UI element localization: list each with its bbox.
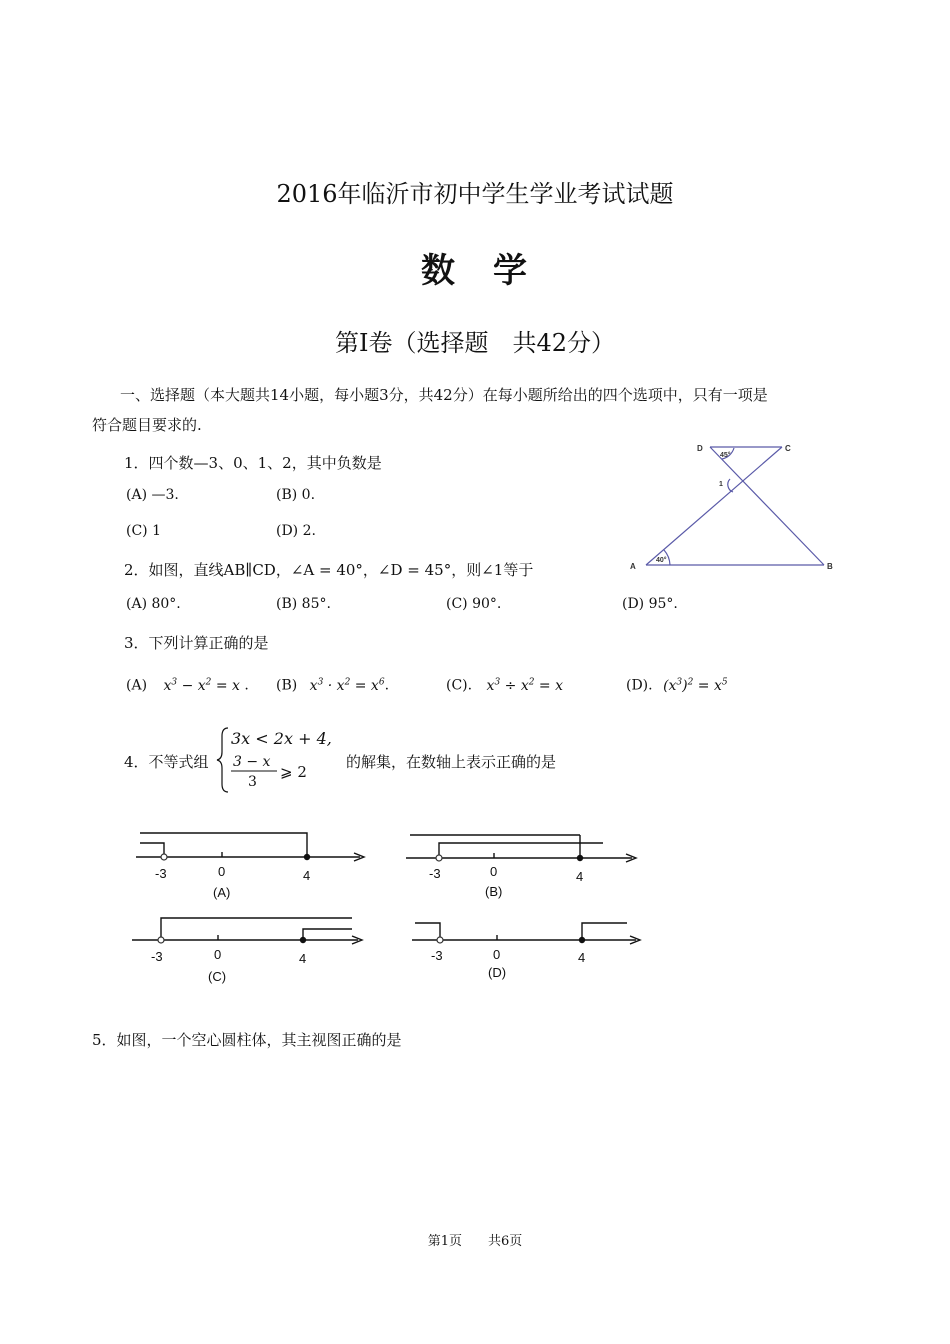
numberline-a (136, 833, 364, 861)
q2-option-c: (C) 90°. (446, 596, 502, 612)
tick-a-pos: 4 (303, 868, 311, 883)
q4-frac-numerator: 3 − x (233, 754, 271, 770)
tick-a-zero: 0 (218, 864, 226, 879)
section-intro-line1: 一、选择题（本大题共14小题，每小题3分，共42分）在每小题所给出的四个选项中，只有一项是 (120, 386, 768, 404)
q1-option-c: (C) 1 (126, 523, 161, 539)
tick-c-pos: 4 (299, 951, 307, 966)
open-dot-a (161, 854, 167, 860)
tick-d-pos: 4 (578, 950, 586, 965)
q2-stem: 2．如图，直线AB∥CD，∠A = 40°，∠D = 45°，则∠1等于 (124, 561, 534, 579)
page-footer: 第1页 共6页 (427, 1234, 523, 1249)
tick-b-neg: -3 (429, 866, 441, 881)
volume-title: 第Ⅰ卷（选择题 共42分） (334, 329, 616, 357)
q1-option-b: (B) 0. (276, 487, 316, 503)
q5-stem: 5．如图，一个空心圆柱体，其主视图正确的是 (92, 1031, 402, 1049)
numberline-c (132, 918, 362, 944)
q1-stem: 1．四个数—3、0、1、2，其中负数是 (124, 454, 382, 472)
label-40: 40° (656, 557, 667, 564)
solid-dot-c (300, 937, 306, 943)
label-d: (D) (488, 965, 507, 980)
solid-dot-b (577, 855, 583, 861)
label-b: (B) (485, 884, 503, 899)
tick-c-zero: 0 (214, 947, 222, 962)
tick-d-neg: -3 (431, 948, 443, 963)
q3-option-c-label: (C). (446, 677, 473, 694)
q3-stem: 3．下列计算正确的是 (124, 634, 269, 652)
label-b: B (827, 562, 833, 571)
label-c: C (785, 444, 791, 453)
tick-a-neg: -3 (155, 866, 167, 881)
q3-option-b: (B) $x^3 \cdot x^2 = x^6$. (276, 677, 390, 694)
subject-title: 数 学 (421, 251, 529, 291)
solid-dot-d (579, 937, 585, 943)
q4-frac-denominator: 3 (248, 774, 257, 790)
q3-option-d: (D). $(x^3)^2 = x^5$ (626, 677, 728, 694)
q2-option-b: (B) 85°. (276, 596, 331, 612)
exam-title: 2016年临沂市初中学生学业考试试题 (276, 180, 674, 208)
q3-option-a-label: (A) (126, 677, 148, 694)
label-d: D (697, 444, 703, 453)
numberline-d (412, 923, 640, 944)
q4-tail: 的解集，在数轴上表示正确的是 (346, 753, 557, 771)
label-a: (A) (213, 885, 231, 900)
label-45: 45° (720, 452, 731, 459)
q4-inequality-1: 3x < 2x + 4, (231, 729, 332, 748)
q3-option-b-label: (B) (276, 677, 298, 694)
tick-b-zero: 0 (490, 864, 498, 879)
open-dot-c (158, 937, 164, 943)
q2-option-d: (D) 95°. (622, 596, 678, 612)
label-1: 1 (719, 481, 723, 488)
tick-c-neg: -3 (151, 949, 163, 964)
tick-b-pos: 4 (576, 869, 584, 884)
solid-dot-a (304, 854, 310, 860)
q3-option-d-label: (D). (626, 677, 653, 694)
q4-stem: 4．不等式组 (124, 753, 209, 771)
q2-option-a: (A) 80°. (126, 596, 181, 612)
label-c: (C) (208, 969, 227, 984)
q3-option-c: (C). $x^3 \div x^2 = x$ (446, 677, 563, 694)
label-a: A (630, 562, 636, 571)
q1-option-d: (D) 2. (276, 523, 316, 539)
q4-frac-relation: ⩾ 2 (280, 763, 307, 781)
tick-d-zero: 0 (493, 947, 501, 962)
section-intro-line2: 符合题目要求的. (92, 416, 202, 434)
open-dot-d (437, 937, 443, 943)
q1-option-a: (A) —3. (126, 487, 179, 503)
q3-option-a: (A) $x^3 - x^2 = x$ . (126, 677, 249, 694)
open-dot-b (436, 855, 442, 861)
